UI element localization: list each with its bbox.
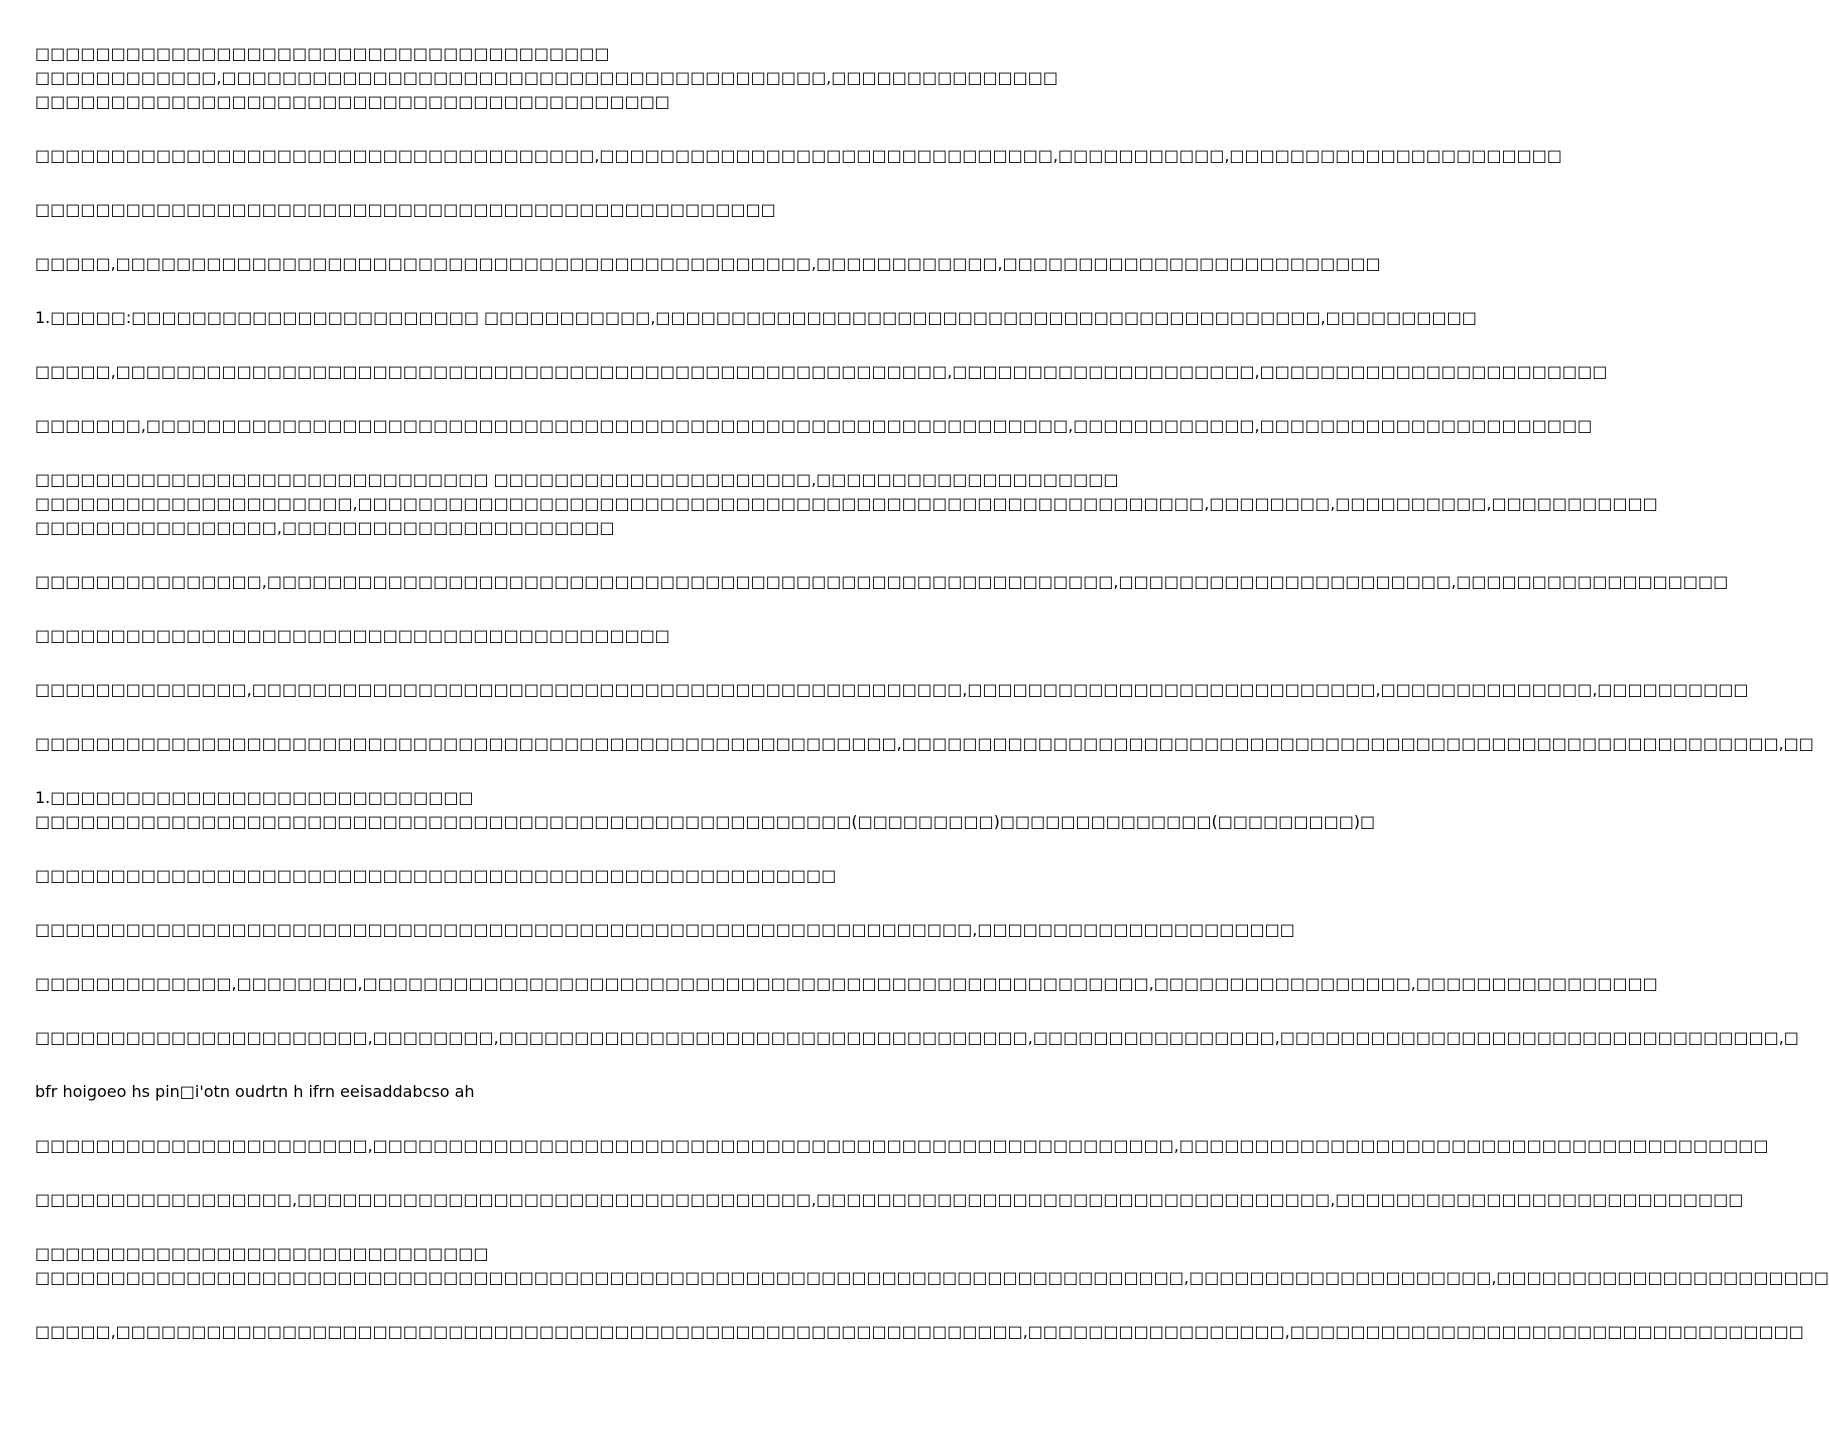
text-line: □□□□□□□,□□□□□□□□□□□□□□□□□□□□□□□□□□□□□□□□□□□□□□□□□□□□□□□□□□□□□□□□□□□□□,□□□□□□□□□□□□,□□□□□□□□□□□□□□□□□□□□□□ bbox=[35, 416, 1593, 435]
text-line: □□□□□□□□□□□□□□□□□□□□□□□□□□□□□□□□□□□□□□□□□□□□□□□□□□□□□ bbox=[35, 866, 837, 885]
text-line: □□□□□□□□□□□□□□□□□□□□□□□□□□□□□□□□□□□□□□□□□□ bbox=[35, 92, 670, 111]
paragraph-gap bbox=[35, 222, 990, 252]
text-line: □□□□□□□□□□□□□□□□□□□□□□,□□□□□□□□,□□□□□□□□□□□□□□□□□□□□□□□□□□□□□□□□□□□,□□□□□□□□□□□□□□□□,□□□□□□□□□□□□□□□□□□□□□□□□□□□□□□□□□,□ bbox=[35, 1028, 1799, 1047]
text-line: □□□□□□□□□□□□□□□□□□□□□□□□□□□□□□□□□□□□□□□□□□□□□□□□□ bbox=[35, 200, 776, 219]
text-line: □□□□□□□□□□□□□□□□□□□□□□□□□□□□□□□□□□□□□□□□□□ bbox=[35, 626, 670, 645]
paragraph bbox=[35, 918, 1295, 942]
text-line: □□□□□,□□□□□□□□□□□□□□□□□□□□□□□□□□□□□□□□□□□□□□□□□□□□□□□□□□□□□□□□□□□□,□□□□□□□□□□□□□□□□□,□□□□□□□□□□□□□□□□□□□□□□□□□□□□□□□□□□ bbox=[35, 1322, 1804, 1341]
text-line: □□□□□□□□□□□□□□□□□□□□□,□□□□□□□□□□□□□□□□□□□□□□□□□□□□□□□□□□□□□□□□□□□□□□□□□□□□□□□□,□□□□□□□□,□□□□□□□□□□,□□□□□□□□□□□ bbox=[35, 494, 1658, 513]
paragraph bbox=[35, 864, 990, 888]
paragraph bbox=[35, 360, 1608, 384]
paragraph-gap bbox=[35, 702, 990, 732]
paragraph bbox=[35, 1026, 1799, 1050]
paragraph bbox=[35, 144, 1562, 168]
paragraph bbox=[35, 1134, 1769, 1158]
document-body bbox=[35, 42, 1829, 1344]
paragraph-gap bbox=[35, 756, 990, 786]
paragraph-gap bbox=[35, 1050, 990, 1080]
paragraph-gap bbox=[35, 1104, 990, 1134]
paragraph bbox=[35, 252, 1381, 276]
paragraph-gap bbox=[35, 168, 990, 198]
text-line: □□□□□,□□□□□□□□□□□□□□□□□□□□□□□□□□□□□□□□□□□□□□□□□□□□□□□□□□□□□□□,□□□□□□□□□□□□□□□□□□□□,□□□□□□□□□□□□□□□□□□□□□□□ bbox=[35, 362, 1608, 381]
text-line: □□□□□□□□□□□□□□□□□□□□□□□□□□□□□□ bbox=[35, 1244, 489, 1263]
text-line: □□□□□□□□□□□□□□□□□□□□□□□□□□□□□□□□□□□□□□□□□□□□□□□□□□□□□□□□□,□□□□□□□□□□□□□□□□□□□□□□□□□□□□□□□□□□□□□□□□□□□□□□□□□□□□□□□□□□,□□ bbox=[35, 734, 1814, 753]
text-line: □□□□□□□□□□□□□□□□□□□□□□□□□□□□□□□□□□□□□□□□□□□□□□□□□□□□□□□□□□□□□□□□□□□□□□□□□□□□,□□□□□□□□□□□□□□□□□□□□,□□□□□□□□□□□□□□□□□□□□□□ bbox=[35, 1268, 1829, 1287]
text-line: □□□□□□□□□□□□□□□□□□□□□□□□□□□□□□□□□□□□□□□□□□□□□□□□□□□□□□(□□□□□□□□□)□□□□□□□□□□□□□□(□□□□□□□□□)□ bbox=[35, 812, 1376, 831]
paragraph bbox=[35, 624, 990, 648]
paragraph-gap bbox=[35, 1212, 990, 1242]
paragraph bbox=[35, 1320, 1804, 1344]
text-line: □□□□□□□□□□□□,□□□□□□□□□□□□□□□□□□□□□□□□□□□□□□□□□□□□□□□□,□□□□□□□□□□□□□□□ bbox=[35, 68, 1059, 87]
paragraph bbox=[35, 42, 1059, 114]
paragraph bbox=[35, 732, 1814, 756]
paragraph-gap bbox=[35, 384, 990, 414]
text-line: bfr hoigoeo hs pin□i'otn oudrtn h ifrn eeisaddabcso ah bbox=[35, 1082, 475, 1101]
paragraph bbox=[35, 468, 1658, 540]
text-line: □□□□□□□□□□□□□□□□□□□□□□□□□□□□□□□□□□□□□□ bbox=[35, 44, 610, 63]
paragraph-gap bbox=[35, 1158, 990, 1188]
paragraph bbox=[35, 1188, 1744, 1212]
paragraph-gap bbox=[35, 594, 990, 624]
text-line: □□□□□,□□□□□□□□□□□□□□□□□□□□□□□□□□□□□□□□□□□□□□□□□□□□□□,□□□□□□□□□□□□,□□□□□□□□□□□□□□□□□□□□□□□□□ bbox=[35, 254, 1381, 273]
paragraph bbox=[35, 786, 1376, 834]
paragraph bbox=[35, 414, 1593, 438]
paragraph-gap bbox=[35, 114, 990, 144]
paragraph bbox=[35, 1242, 1829, 1290]
paragraph-gap bbox=[35, 438, 990, 468]
paragraph-gap bbox=[35, 834, 990, 864]
text-line: □□□□□□□□□□□□□□□□□□□□□□□□□□□□□□□□□□□□□,□□□□□□□□□□□□□□□□□□□□□□□□□□□□□□,□□□□□□□□□□□,□□□□□□□□□□□□□□□□□□□□□□ bbox=[35, 146, 1562, 165]
paragraph-gap bbox=[35, 942, 990, 972]
paragraph bbox=[35, 570, 1729, 594]
paragraph-gap bbox=[35, 276, 990, 306]
paragraph-gap bbox=[35, 648, 990, 678]
paragraph bbox=[35, 198, 990, 222]
paragraph-gap bbox=[35, 996, 990, 1026]
paragraph bbox=[35, 678, 1749, 702]
paragraph-gap bbox=[35, 330, 990, 360]
text-line: 1.□□□□□:□□□□□□□□□□□□□□□□□□□□□□□ □□□□□□□□□□□,□□□□□□□□□□□□□□□□□□□□□□□□□□□□□□□□□□□□□□□□□□□□,□□□□□□□□□□ bbox=[35, 308, 1477, 327]
text-line: □□□□□□□□□□□□□□□,□□□□□□□□□□□□□□□□□□□□□□□□□□□□□□□□□□□□□□□□□□□□□□□□□□□□□□□□,□□□□□□□□□□□□□□□□□□□□□□,□□□□□□□□□□□□□□□□□□ bbox=[35, 572, 1729, 591]
text-line: □□□□□□□□□□□□□,□□□□□□□□,□□□□□□□□□□□□□□□□□□□□□□□□□□□□□□□□□□□□□□□□□□□□□□□□□□□□,□□□□□□□□□□□□□□□□□,□□□□□□□□□□□□□□□□ bbox=[35, 974, 1658, 993]
text-line: □□□□□□□□□□□□□□□□□,□□□□□□□□□□□□□□□□□□□□□□□□□□□□□□□□□□,□□□□□□□□□□□□□□□□□□□□□□□□□□□□□□□□□□,□□□□□□□□□□□□□□□□□□□□□□□□□□□ bbox=[35, 1190, 1744, 1209]
text-line: □□□□□□□□□□□□□□□□□□□□□□,□□□□□□□□□□□□□□□□□□□□□□□□□□□□□□□□□□□□□□□□□□□□□□□□□□□□□,□□□□□□□□□□□□□□□□□□□□□□□□□□□□□□□□□□□□□□□ bbox=[35, 1136, 1769, 1155]
paragraph-gap bbox=[35, 1290, 990, 1320]
text-line: 1.□□□□□□□□□□□□□□□□□□□□□□□□□□□□ bbox=[35, 788, 474, 807]
text-line: □□□□□□□□□□□□□□,□□□□□□□□□□□□□□□□□□□□□□□□□□□□□□□□□□□□□□□□□□□□□□□,□□□□□□□□□□□□□□□□□□□□□□□□□□□,□□□□□□□□□□□□□□,□□□□□□□□□□ bbox=[35, 680, 1749, 699]
paragraph-gap bbox=[35, 888, 990, 918]
paragraph bbox=[35, 1080, 990, 1104]
paragraph bbox=[35, 306, 1477, 330]
paragraph bbox=[35, 972, 1658, 996]
paragraph-gap bbox=[35, 540, 990, 570]
text-line: □□□□□□□□□□□□□□□□□□□□□□□□□□□□□□□□□□□□□□□□□□□□□□□□□□□□□□□□□□□□□□,□□□□□□□□□□□□□□□□□□□□□ bbox=[35, 920, 1295, 939]
text-line: □□□□□□□□□□□□□□□□,□□□□□□□□□□□□□□□□□□□□□□ bbox=[35, 518, 615, 537]
text-line: □□□□□□□□□□□□□□□□□□□□□□□□□□□□□□ □□□□□□□□□□□□□□□□□□□□□,□□□□□□□□□□□□□□□□□□□□ bbox=[35, 470, 1119, 489]
